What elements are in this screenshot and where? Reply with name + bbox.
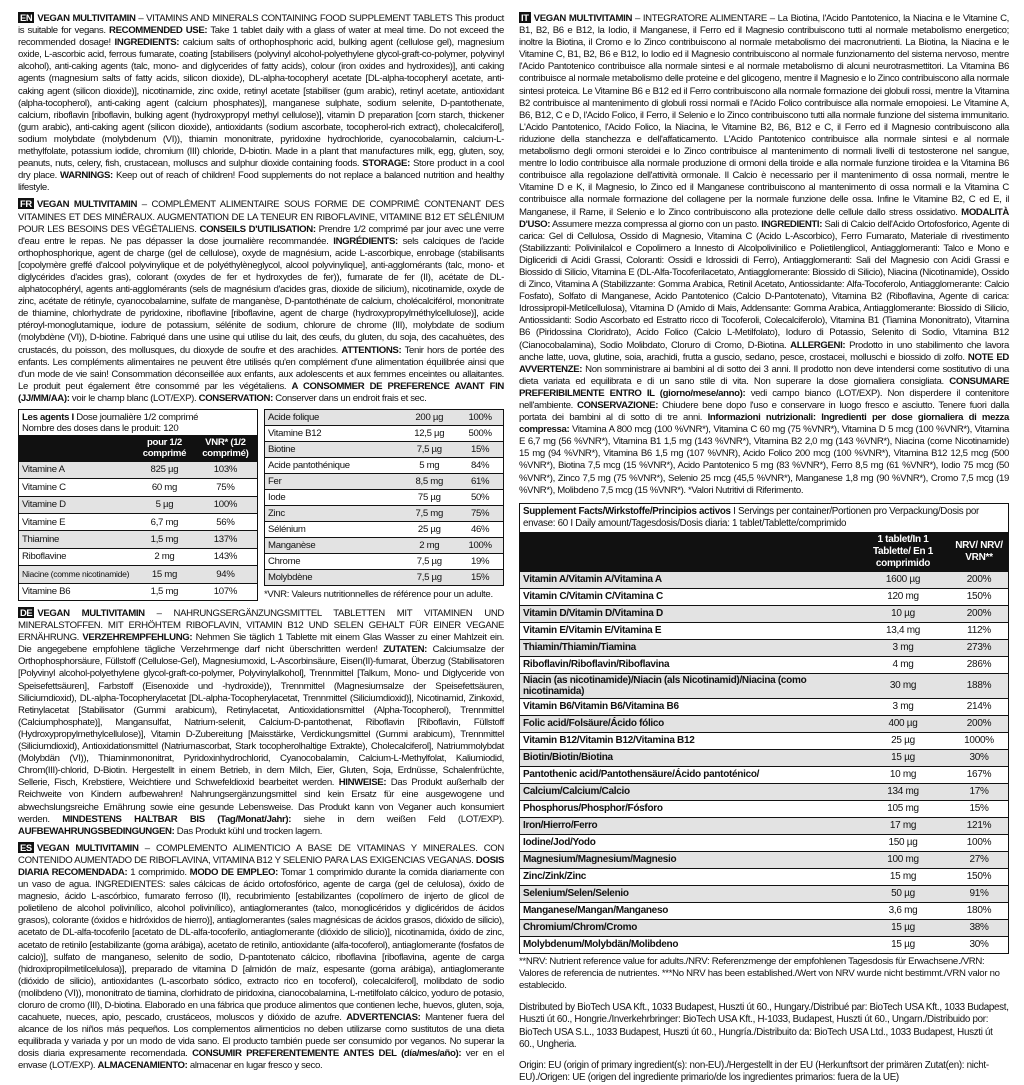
table-row [520,622,1009,639]
nutrient-name: Calcium/Calcium/Calcio [520,783,857,800]
nutrient-amount: 50 µg [856,885,950,902]
nutrient-name: Niacin (as nicotinamide)/Niacin (als Nicotinamid)/Niacina (como nicotinamida) [520,673,857,698]
table-row [520,639,1009,656]
nutrient-nrv: 75% [194,479,258,496]
en-dir-text: Take 1 tablet daily with a glass of water at meal time. Do not exceed the recommended dosage! [18,25,504,49]
fr-table-head: Les agents I [22,411,74,423]
nutrient-name: Pantothenic acid/Pantothensäure/Ácido pantoténico/ [520,766,857,783]
table-row [520,503,1009,532]
nutrient-nrv: 167% [950,766,1009,783]
es-dir-label: DOSIS DIARIA RECOMENDADA: [18,854,504,878]
section-fr [18,198,504,405]
nutrient-name: Riboflavine [19,548,136,565]
nutrient-name: Biotin/Biotin/Biotina [520,749,857,766]
nutrient-nrv: 180% [950,902,1009,919]
nutrient-nrv: 30% [950,936,1009,953]
table-row [520,571,1009,588]
table-row [520,817,1009,834]
product-title: VEGAN MULTIVITAMIN [36,842,139,854]
nutrient-nrv: 46% [457,522,503,538]
table-row [520,885,1009,902]
fr-ing-label: INGRÉDIENTS: [333,235,398,247]
nutrient-name: Vitamin D/Vitamin D/Vitamina D [520,605,857,622]
es-bb-label: CONSUMIR PREFERENTEMENTE ANTES DEL (día/mes/año): [192,1048,462,1060]
table-row [265,410,504,426]
de-bb-text: siehe in dem weißen Feld (LOT/EXP). [291,813,505,825]
de-ing-text: Calciumsalze der Orthophosphorsäure, Füllstoff (Cellulose-Gel), Magnesiumoxid, L-Ascorbinsäure, Eisen(II)-fumarat, Überzug (Stabilisatoren [Polyvinyl alcohol-polyethylene glycol-graft-co-polymer, Polyvinylalkohol], Trennmittel [Talkum, Mono- und Diglyceride von Speisefettsäuren], Farbstoff (Eisenoxide und -hydroxide)), Trennmittel (Magnesiumsalze der Speisefettsäuren, Siliciumdioxid), DL-alpha-Tocopherylacetat [DL-alpha-Tocopherylacetat, Trennmittel (Siliciumdioxid)], Nicotinamid, Zinkoxid, Retinylacetat [Stabilisator (Gummi arabicum), Retinylacetat, Antioxidationsmittel (Alpha-Tocopherol), Trennmittel (Calciumphosphate)], Mangansulfat, Natrium-selenit, Calcium-D-pantothenat, Riboflavin [Riboflavin, Füllstoff (Hydroxypropylmethylcellulose)], Vitamin D-Zubereitung [Maisstärke, Verdickungsmittel (Gummi arabicum), Trennmittel (Siliciumdioxid), Antioxidationsmittel (Natriumascorbat, Stark tocopherolhaltige Extrakte), Cholecalciferol], Natriummolybdat (Molybdän (VI)), Thiaminmononitrat, Pyridoxinhydrochlorid, Cyanocobalamin, Calcium-L-Methylfolat, Kaliumiodid, Chrom(III)-chlorid, D-Biotin. Hergestellt in einem Betrieb, in dem Milch, Eier, Gluten, Soja, Erdnüsse, Schalenfrüchte, Sellerie, Fisch, Krebstiere, Weichtiere und Schwefeldioxid bearbeitet werden. [18,644,504,789]
table-row [520,605,1009,622]
nutrient-nrv: 143% [194,548,258,565]
fr-nutrition-table-2 [264,409,504,586]
nutrient-amount: 400 µg [856,715,950,732]
es-mode-label: MODO DE EMPLEO: [189,866,278,878]
it-warn-label: NOTE ED AVVERTENZE: [519,351,1010,375]
table-row [19,566,258,583]
nutrient-amount: 25 µg [401,522,457,538]
fr-vnr-note: *VNR: Valeurs nutritionnelles de référence pour un adulte. [264,589,493,600]
nutrient-nrv: 100% [457,410,503,426]
fr-table-sub: Nombre des doses dans le produit: 120 [22,422,179,434]
fr-table-head2: Dose journalière 1/2 comprimé [73,411,199,423]
nutrient-nrv: 273% [950,639,1009,656]
nutrient-nrv: 107% [194,583,258,600]
nutrient-amount: 7,5 µg [401,442,457,458]
nutrient-name: Vitamin B6/Vitamin B6/Vitamina B6 [520,698,857,715]
nutrient-name: Fer [265,474,402,490]
nutrient-name: Sélénium [265,522,402,538]
it-cons-label: CONSERVAZIONE: [576,400,659,411]
nutrient-nrv: 38% [950,919,1009,936]
lang-tag-es: ES [20,841,32,853]
table-row [265,458,504,474]
en-ing-text: calcium salts of orthophosphoric acid, bulking agent (cellulose gel), magnesium oxide, L-ascorbic acid, ferrous fumarate, coating [stabilisers (polyvinyl alcohol-polyethylene glycol-graft-co-polymer, polyvinyl alcohol), anti-caking agents (talc, mono- and diglycerides of fatty acids), colour (iron oxides and hydroxides)], anti caking agents (magnesium salts of fatty acids, silicon dioxide), DL-alpha-tocopheryl acetate [DL-alpha-tocopheryl acetate, anti-caking agent (silicon dioxide)], nicotinamide, zinc oxide, retinyl acetate [stabiliser (gum arabic), retinyl acetate, antioxidant (alpha-tocopherol), anti-caking agent (calcium phosphates)], manganese sulphate, sodium selenite, D-pantothenate, calcium, riboflavin [riboflavin, bulking agent (hydroxypropyl methyl cellulose)], vitamin D preparation [corn starch, thickener (gum arabic), anti-caking agent (silicon dioxide), antioxidants (sodium ascorbate, tocopherol-rich extract), cholecalciferol], sodium molybdate (molybdenum (VI)), thiamin mononitrate, pyridoxine hydrochloride, cyanocobalamin, calcium-L-methylfolate, potassium iodide, chromium (III) chloride, D-biotin. Made in a plant that manufactures milk, egg, gluten, soy, peanuts, nuts, celery, fish, crustacean, molluscs and sulphur dioxide containing foods. [18,37,505,170]
es-dir-text: 1 comprimido. [127,866,190,878]
de-ing-label: ZUTATEN: [383,644,428,656]
nutrient-nrv: 150% [950,588,1009,605]
nutrient-nrv: 103% [194,461,258,478]
nutrient-amount: 13,4 mg [856,622,950,639]
fr-ing-text: sels calciques de l'acide orthophosphorique, agent de charge (gel de cellulose), oxyde de magnésium, acide L-ascorbique, enrobage (stabilisants [copolymère greffé d'alcool polyvinylique et de polyéthylèneglycol, alcool polyvinylique], anti-agglomérants (talc, mono- et diglycérides d'acides gras), colorant (oxydes de fer et hydroxydes de fer)), fumarate de fer (II), acétate de DL-alphatocophéryl, agents anti-agglomérants (sels de magnésium d'acides gras, dioxide de silicium), nicotinamide, oxyde de zinc, acétate de rétinyle, cyanocobalamine, sulfate de manganèse, D-pantothénate de calcium, cholécalciférol, mononitrate de thiamine, chlorhydrate de pyridoxine, riboflavine [riboflavine, agent de charge (hydroxypropylméthylcellulose)], acide ptéroyl-monoglutamique, iodure de potassium, sélénite de sodium, chlorure de chrome (III), molybdate de sodium (molybdène (VI)), D-biotine. Fabriqué dans une usine qui utilise du lait, des œufs, du gluten, du soja, des cacahuètes, des crustacés, du poisson, des mollusques, du dioxyde de soufre et des arachides. [18,235,504,356]
nutrient-amount: 7,5 mg [401,506,457,522]
es-mode-text: Tomar 1 comprimido durante la comida diariamente con un vaso de agua. INGREDIENTES: sales cálcicas de ácido ortofosfórico, agente de carga (gel de celulosa), óxido de magnesio, ácido L-ascórbico, fumarato ferroso (II), recubrimiento [estabilizantes (copolímero de injerto de glicol de polietileno de alcohol polivinílico, alcohol polivinílico), antiaglomerantes (talco, monoglicéridos y diglicéridos de ácidos grasos), colorante (óxidos e hidróxidos de hierro)], antiaglomerantes (sales magnésicas de ácidos grasos, dióxido de silicio), acetato de DL-alfa-tocoferilo [acetato de DL-alfa-tocoferilo, antiaglomerante (dióxido de silicio)], nicotinamida, óxido de zinc, acetato de retinilo [estabilizante (goma arábiga), acetato de retinilo, antioxidante (alfa-tocoferol), antiaglomerante (fosfatos de calcio)], sulfato de manganeso, selenito de sodio, D-pantotenato cálcico, riboflavina [riboflavina, agente de carga (hidroxipropilmetilcelulosa)], preparado de vitamina D [almidón de maíz, espesante (goma arábiga), antiaglomerante (dióxido de silicio), antioxidantes (L-ascorbato sódico, extracto rico en tocoferol), colecalciferol], molibdato de sodio (molibdeno (VI)), mononitrato de tiamina, clorhidrato de piridoxina, cianocobalamina, L-metilfolato cálcico, yoduro de potasio, cloruro de cromo (III), D-biotina. Elaborado en una fábrica que produce alimentos que contienen leche, huevos, gluten, soja, cacahuete, nueces, apio, pescado, crustáceos, moluscos y dióxido de azufre. [18,866,505,1024]
nutrient-nrv: 30% [950,749,1009,766]
nutrient-amount: 825 µg [135,461,194,478]
es-bb-text: ver en el envase (LOT/EXP). [18,1048,504,1072]
nutrient-amount: 15 µg [856,749,950,766]
table-row [520,783,1009,800]
nutrient-name: Iron/Hierro/Ferro [520,817,857,834]
nutrient-nrv: 200% [950,571,1009,588]
sf-col1: 1 tablet/In 1 Tablette/ En 1 comprimido [856,532,950,571]
product-title: VEGAN MULTIVITAMIN [37,608,145,619]
nutrient-name: Vitamin A/Vitamin A/Vitamina A [520,571,857,588]
table-row [19,513,258,530]
product-title: VEGAN MULTIVITAMIN [36,199,138,211]
nutrient-nrv: 15% [457,442,503,458]
table-row [265,522,504,538]
nutrient-amount: 3,6 mg [856,902,950,919]
sf-head-title: Supplement Facts/Wirkstoffe/Principios activos [523,505,731,517]
table-row [520,800,1009,817]
it-warn-text: Non somministrare ai bambini al di sotto dei 3 anni. Il prodotto non deve intendersi come sostitutivo di una dieta variata ed equilibrata e di un sano stile di vita. Non superare la dose giornaliera consigliata. [519,363,1009,387]
lang-tag-de: DE [20,607,33,618]
nutrient-name: Molybdène [265,570,402,586]
nutrient-amount: 17 mg [856,817,950,834]
table-row [265,506,504,522]
fr-warn-label: ATTENTIONS: [341,344,402,356]
it-all-text: Prodotto in uno stabilimento che lavora anche latte, uova, glutine, soia, arachidi, frutta a guscio, sedano, pesce, crostacei, molluschi e biossido di zolfo. [519,339,1009,363]
fr-dir-label: CONSEILS D'UTILISATION: [199,223,316,235]
nutrient-amount: 15 µg [856,936,950,953]
nutrient-nrv: 1000% [950,732,1009,749]
nutrient-nrv: 150% [950,868,1009,885]
nutrient-nrv: 286% [950,656,1009,673]
nutrient-nrv: 100% [194,496,258,513]
nutrient-name: Niacine (comme nicotinamide) [19,566,136,583]
table-row [520,902,1009,919]
fr-table-2-wrap [264,409,504,601]
en-sto-label: STORAGE: [362,158,410,170]
nutrient-amount: 7,5 µg [401,554,457,570]
nutrient-nrv: 84% [457,458,503,474]
it-all-label: ALLERGENI: [790,339,846,351]
table-row [265,538,504,554]
table-row [19,461,258,478]
fr-cons-label: CONSERVATION: [198,392,273,404]
fr-dir-text: Prendre 1/2 comprimé par jour avec une verre d'eau entre le repas. Ne pas dépasser la dose journalière recommandée. [18,223,504,247]
table-row [19,583,258,600]
de-warn-label: HINWEISE: [338,777,387,789]
table-row [520,919,1009,936]
nutrient-amount: 15 mg [135,566,194,583]
product-title: VEGAN MULTIVITAMIN [533,13,633,24]
nutrient-nrv: 121% [950,817,1009,834]
table-row [520,749,1009,766]
origin-text: Origin: EU (origin of primary ingredient(s): non-EU)./Hergestellt in der EU (Herkunftsort der primären Zutat(en): nicht-EU)./Origen: UE (origen del ingrediente primario/de los ingredientes primarios: fuera de la UE) [519,1059,989,1084]
table-row [520,715,1009,732]
nutrient-amount: 12,5 µg [401,426,457,442]
nutrient-amount: 3 mg [856,639,950,656]
it-cons-text: Chiudere bene dopo l'uso e conservare in luogo fresco e asciutto. Tenere fuori dalla portata dei bambini al di sotto di tre anni. [519,400,1009,424]
sf-note: **NRV: Nutrient reference value for adults./NRV: Referenzmenge der empfohlenen Tagesdosis für Erwachsene./VRN: Valores de referencia de nutrientes. ***No NRV has been established./Wert von NRV wurde nicht bestimmt./VRN valor no establecido. [519,955,1000,991]
nutrient-name: Chrome [265,554,402,570]
nutrient-amount: 4 mg [856,656,950,673]
supplement-facts-table [519,503,1009,954]
nutrient-name: Molybdenum/Molybdän/Molibdeno [520,936,857,953]
table-row [19,548,258,565]
nutrient-amount: 30 mg [856,673,950,698]
de-bb-label: MINDESTENS HALTBAR BIS (Tag/Monat/Jahr): [62,813,292,825]
table-row [265,554,504,570]
nutrient-amount: 120 mg [856,588,950,605]
nutrient-name: Vitamine D [19,496,136,513]
nutrient-amount: 10 mg [856,766,950,783]
fr-nutrition-tables [18,409,504,601]
nutrient-name: Manganese/Mangan/Manganeso [520,902,857,919]
nutrient-amount: 8,5 mg [401,474,457,490]
section-es [18,842,504,1073]
nutrient-nrv: 27% [950,851,1009,868]
fr-col2: VNR* (1/2 comprimé) [194,435,258,461]
nutrient-nrv: 137% [194,531,258,548]
nutrient-amount: 1,5 mg [135,583,194,600]
es-warn-label: ADVERTENCIAS: [346,1012,421,1024]
nutrient-amount: 2 mg [135,548,194,565]
nutrient-nrv: 91% [950,885,1009,902]
nutrient-name: Iode [265,490,402,506]
it-dir-label: MODALITÀ D'USO: [519,206,1009,230]
nutrient-amount: 60 mg [135,479,194,496]
nutrient-nrv: 19% [457,554,503,570]
nutrient-nrv: 100% [457,538,503,554]
nutrient-amount: 15 mg [856,868,950,885]
nutrient-amount: 10 µg [856,605,950,622]
nutrient-name: Riboflavin/Riboflavin/Riboflavina [520,656,857,673]
table-row [520,936,1009,953]
nutrient-amount: 150 µg [856,834,950,851]
lang-tag-en: EN [20,12,33,23]
sf-col2: NRV/ NRV/ VRN** [950,532,1009,571]
nutrient-amount: 5 mg [401,458,457,474]
nutrient-name: Selenium/Selen/Selenio [520,885,857,902]
en-sto-text: Store product in a cool dry place. [18,158,504,182]
nutrient-name: Vitamine B6 [19,583,136,600]
nutrient-nrv: 15% [457,570,503,586]
fr-bb-label: A CONSOMMER DE PREFERENCE AVANT FIN (JJ/MM/AA): [18,380,504,404]
nutrient-amount: 75 µg [401,490,457,506]
nutrient-name: Vitamine E [19,513,136,530]
nutrient-name: Chromium/Chrom/Cromo [520,919,857,936]
nutrient-nrv: 94% [194,566,258,583]
it-info-text: Vitamina A 800 mcg (100 %VNR*), Vitamina C 60 mg (75 %VNR*), Vitamina D 5 mcg (100 %VNR*), Vitamina E 6,7 mg (56 %VNR*), Vitamina B1 1,5 mg (143 %VNR*), Vitamina B2 2,0 mg (143 %VNR*), Niacina (come Nicotinamide) 15 mg (94 %VNR*), Vitamina B6 1,5 mg (107 %VNR), Acido Folico 200 mcg (100 %VNR*), Vitamina B12 12,5 mcg (500 %VNR*), Biotina 7,5 mcg (15 %VNR*), Acido Pantotenico 5 mg (83 %VNR*), Ferro 8,5 mg (61 %VNR*), Iodio 75 mcg (50 %VNR*), Zinco 7,5 mg (75 %VNR*), Selenio 25 mcg (45,5 %VNR*), Manganese 1,8 mg (90 %VNR*), Cromo 7,5 mcg (19 %VNR*), Molibdeno 7,5 mcg (15 %VNR*). *Valori Nutritivi di Riferimento. [519,424,1009,496]
nutrient-name: Vitamin E/Vitamin E/Vitamina E [520,622,857,639]
it-ing-text: Sali di Calcio dell'Acido Ortofosforico, Agente di carica: Gel di Cellulosa, Ossido di Magnesio, Vitamina C (Acido L-Ascorbico), Ferro Fumarato, Materiale di rivestimento (Stabilizzanti: Polivinilalcol e Copolimero a Innesto di Alcolpolivinilico e Polietilenglicol, Antiagglomeranti: Talco e Mono e Digliceridi di Acidi Grassi, Coloranti: Ossidi e Idrossidi di Ferro), Antiagglomeranti: Sali del Magnesio con Acidi Grassi e Biossido di Silicio, Vitamina E (DL-Alfa-Tocoferilacetato, Antiagglomerante: Biossido di Silicio), Niacina (Nicotinamide), Ossido di Zinco, Vitamina A (Stabilizzante: Gomma Arabica, Retinil Acetato, Antiossidante: Alfa-Tocoferolo, Antiagglomerante: Calcio Fosfato), Solfato di Manganese, Acido Pantotenico (Calcio D-Pantotenato), Vitamina B2 (Riboflavina, Agente di carica: Idrossipropil-Metilcellulosa), Vitamina D (Amido di Mais, Addensante: Gomma Arabica, Antiagglomerante: Biossido di Silicio, Antiossidanti: Sodio Ascorbato ed Estratto ricco di Tocoferoli, Colecalciferolo), Vitamina B1 (Tiamina Mononitrato), Vitamina B6 (Piridossina Cloridrato), Acido Folico (Calcio L-Metilfolato), Ioduro di Potassio, Selenito di Sodio, Vitamina B12 (Cianocobalamina), Sodio Molibdato, Cloruro di Cromo, D-Biotina. [519,218,1010,351]
table-row [520,868,1009,885]
en-warn-text: Keep out of reach of children! Food supplements do not replace a balanced nutrition and healthy lifestyle. [18,170,504,194]
nutrient-amount: 1,5 mg [135,531,194,548]
section-it [519,12,1009,497]
table-header-row [520,532,1009,571]
nutrient-name: Phosphorus/Phosphor/Fósforo [520,800,857,817]
nutrient-nrv: 56% [194,513,258,530]
nutrient-name: Manganèse [265,538,402,554]
nutrient-nrv: 188% [950,673,1009,698]
de-warn-text: Das Produkt außerhalb der Reichweite von Kindern aufbewahren! Nahrungsergänzungsmittel sind kein Ersatz für eine ausgewogene und abwechslungsreiche Ernährung sowie eine gesunde Lebensweise. Das Produkt kann von Veganer auch konsumiert werden. [18,777,504,825]
lang-tag-fr: FR [20,198,32,210]
nutrient-name: Thiamine [19,531,136,548]
nutrient-amount: 134 mg [856,783,950,800]
section-en [18,12,504,194]
table-row [19,496,258,513]
table-row [520,673,1009,698]
table-row [19,410,258,436]
fr-warn-text: Tenir hors de portée des enfants. Les compléments alimentaires ne peuvent être utilisés qu'en complément d'une alimentation équilibrée ainsi que d'un mode de vie sain! Consommation déconseillée aux enfants, aux adolescents et aux femmes enceintes ou allaitantes. Le produit peut également être consommé par les végétaliens. [18,344,504,392]
nutrient-name: Vitamin C/Vitamin C/Vitamina C [520,588,857,605]
nutrient-amount: 105 mg [856,800,950,817]
de-dir-label: VERZEHREMPFEHLUNG: [82,632,193,644]
nutrient-nrv: 61% [457,474,503,490]
nutrient-nrv: 112% [950,622,1009,639]
nutrient-name: Vitamine C [19,479,136,496]
table-row [265,490,504,506]
distributor-text: Distributed by BioTech USA Kft., 1033 Budapest, Huszti út 60., Hungary./Distribué par: BioTech USA Kft., 1033 Budapest, Huszti út 60., Hongrie./Inverkehrbringer: BioTech USA Kft., H-1033, Budapest, Huszti út 60., Ungarn./Distribuido por: BioTech USA S.L., 1033 Budapest, Huszti út 60., Hungría./Distribuito da: BioTech USA Ltd., 1033 Budapest, Huszti út 60., Ungheria. [519,1001,1009,1051]
nutrient-nrv: 100% [950,834,1009,851]
nutrient-nrv: 200% [950,605,1009,622]
table-header-row [19,435,258,461]
nutrient-nrv: 75% [457,506,503,522]
es-intro: – COMPLEMENTO ALIMENTICIO A BASE DE VITAMINAS Y MINERALES. CON CONTENIDO AUMENTADO DE RIBOFLAVINA, VITAMINA B12 Y SELENIO PARA LAS EXIGENCIAS VEGANAS. [18,842,504,866]
en-intro: – VITAMINS AND MINERALS CONTAINING FOOD SUPPLEMENT TABLETS This product is suitable for vegans. [18,13,504,37]
table-row [19,531,258,548]
nutrient-name: Zinc/Zink/Zinc [520,868,857,885]
de-sto-text: Das Produkt kühl und trocken lagern. [174,825,323,837]
nutrient-amount: 5 µg [135,496,194,513]
table-row [520,766,1009,783]
en-dir-label: RECOMMENDED USE: [108,25,208,37]
nutrient-amount: 100 mg [856,851,950,868]
nutrient-nrv: 50% [457,490,503,506]
left-column [18,12,504,1077]
nutrient-amount: 2 mg [401,538,457,554]
table-row [520,698,1009,715]
section-de [18,607,504,838]
es-sto-text: almacenar en lugar fresco y seco. [187,1060,323,1072]
nutrient-name: Zinc [265,506,402,522]
nutrient-name: Folic acid/Folsäure/Ácido fólico [520,715,857,732]
nutrient-nrv: 500% [457,426,503,442]
fr-nutrition-table-1 [18,409,258,601]
table-row [520,588,1009,605]
nutrient-amount: 3 mg [856,698,950,715]
it-bb-label: CONSUMARE PREFERIBILMENTE ENTRO IL (giorno/mese/anno): [519,375,1009,399]
sf-head-text: I Servings per container/Portionen pro Verpackung/Dosis por envase: 60 I Daily amount/Tagesdosis/Dosis diaria: 1 tablet/Tablette/comprimido [523,505,979,529]
table-row [265,474,504,490]
nutrient-name: Vitamine B12 [265,426,402,442]
nutrient-name: Acide pantothénique [265,458,402,474]
nutrient-amount: 1600 µg [856,571,950,588]
nutrient-nrv: 17% [950,783,1009,800]
de-sto-label: AUFBEWAHRUNGSBEDINGUNGEN: [18,825,175,837]
fr-intro: – COMPLÉMENT ALIMENTAIRE SOUS FORME DE COMPRIMÉ CONTENANT DES VITAMINES ET DES MINÉRAUX. AUGMENTATION DE LA TENEUR EN RIBOFLAVINE, VITAMINE B12 ET SÉLÉNIUM POUR LES BESOINS DES VÉGÉTALIENS. [18,199,505,235]
nutrient-amount: 7,5 µg [401,570,457,586]
table-row [265,426,504,442]
en-ing-label: INGREDIENTS: [114,37,180,49]
nutrient-amount: 15 µg [856,919,950,936]
nutrient-name: Iodine/Jod/Yodo [520,834,857,851]
fr-bb-text: voir le champ blanc (LOT/EXP). [69,392,199,404]
table-row [19,479,258,496]
it-ing-label: INGREDIENTI: [761,218,823,230]
fr-col1: pour 1/2 comprimé [135,435,194,461]
nutrient-name: Magnesium/Magnesium/Magnesio [520,851,857,868]
es-warn-text: Mantener fuera del alcance de los niños más pequeños. Los complementos alimenticios no deben utilizarse como sustitutos de una dieta equilibrada y variada y por un modo de vida sano. El producto también puede ser consumido por veganos. No superar la dosis diaria expresamente recomendada. [18,1012,504,1060]
it-dir-text: Assumere mezza compressa al giorno con un pasto. [550,218,762,230]
nutrient-nrv: 200% [950,715,1009,732]
product-title: VEGAN MULTIVITAMIN [37,13,136,24]
table-row [520,834,1009,851]
nutrient-name: Vitamin B12/Vitamin B12/Vitamina B12 [520,732,857,749]
nutrient-amount: 25 µg [856,732,950,749]
nutrient-amount: 200 µg [401,410,457,426]
table-row [265,570,504,586]
table-row [520,851,1009,868]
table-row [520,732,1009,749]
nutrient-nrv: 15% [950,800,1009,817]
nutrient-amount: 6,7 mg [135,513,194,530]
table-row [265,442,504,458]
nutrient-nrv: 214% [950,698,1009,715]
lang-tag-it: IT [521,12,529,23]
it-info-label: Informazioni nutrizionali: Ingredienti per dose giornaliera di mezza compressa: [519,412,1009,436]
fr-cons-text: Conserver dans un endroit frais et sec. [272,392,427,404]
de-intro: – NAHRUNGSERGÄNZUNGSMITTEL TABLETTEN MIT VITAMINEN UND MINERALSTOFFEN. MIT ERHÖHTEM RIBOFLAVIN, VITAMIN B12 UND SELEN GEHALT FÜR EINER VEGANE ERNÄHRUNG. [18,608,504,644]
it-bb-text: vedi campo bianco (LOT/EXP). Non disperdere il contenitore nell'ambiente. [519,387,1009,411]
nutrient-name: Biotine [265,442,402,458]
right-column [519,12,1009,1085]
it-intro: – INTEGRATORE ALIMENTARE – La Biotina, l'Acido Pantotenico, la Niacina e le Vitamine C, B1, B2, B6 e B12, la Iodio, il Manganese, il Ferro ed il Magnesio contribuiscono tutti al normale metabolismo energetico; inoltre la Biotina, il Cromo e lo Zinco contribuiscono al normale metabolismo dei macronutrienti. La Biotina, la Niacina e le Vitamine C, B1, B2, B6 e B12, lo Iodio ed il Magnesio contribuiscono al normale funzionamento del sistema nervoso, mentre l'Acido Pantotenico contribuisce alla normale sintesi e al normale metabolismo di alcuni neurotrasmettitori. La Vitamina B6 contribuisce al normale metabolismo delle proteine e del glicogeno, mentre il Magnesio e lo Zinco contribuiscono alla normale sintesi proteica. Le Vitamine B6 e B12 ed il Ferro contribuiscono alla normale formazione dei globuli rossi, mentre la Vitamina B2 contribuisce al mantenimento di globuli rossi normali e l'Acido Folico contribuisce alla normale emopoiesi. Le Vitamine A, B6, B12, C e D, l'Acido Folico, il Ferro, il Selenio e lo Zinco contribuiscono tutti alla normale funzione del sistema immunitario. L'Acido Pantotenico, l'Acido Folico, la Niacina, le Vitamine B2, B6, B12 e C, il Ferro ed il Magnesio contribuiscono alla riduzione della stanchezza e dell'affaticamento. L'Acido Pantotenico contribuisce alla normale sintesi e al normale metabolismo degli ormoni steroidei e lo Zinco contribuisce al mantenimento di normali livelli di testosterone nel sangue, mentre lo Iodio contribuisce alla normale produzione di ormoni della tiroide e alla normale funzione tiroidea e la Vitamina B6 contribuisce alla regolazione dell'attività ormonale. Il Calcio è necessario per il mantenimento di ossa normali, mentre le Vitamine D e K, il Magnesio, lo Zinco ed il Manganese contribuiscono al mantenimento di ossa normali e la Vitamina C contribuisce alla normale formazione del collagene per la normale funzione delle ossa. Infine le Vitamine B2, C ed E, il Manganese, il Rame, il Selenio e lo Zinco contribuiscono alla protezione delle cellule dallo stress ossidativo. [519,13,1009,218]
nutrient-name: Thiamin/Thiamin/Tiamina [520,639,857,656]
es-sto-label: ALMACENAMIENTO: [97,1060,188,1072]
de-dir-text: Nehmen Sie täglich 1 Tablette mit einem Glas Wasser zu einer Mahlzeit ein. Die angegebene empfohlene tägliche Verzehrmenge darf nicht überschritten werden! [18,632,504,656]
nutrient-name: Acide folique [265,410,402,426]
en-warn-label: WARNINGS: [60,170,113,182]
table-row [520,656,1009,673]
nutrient-name: Vitamine A [19,461,136,478]
